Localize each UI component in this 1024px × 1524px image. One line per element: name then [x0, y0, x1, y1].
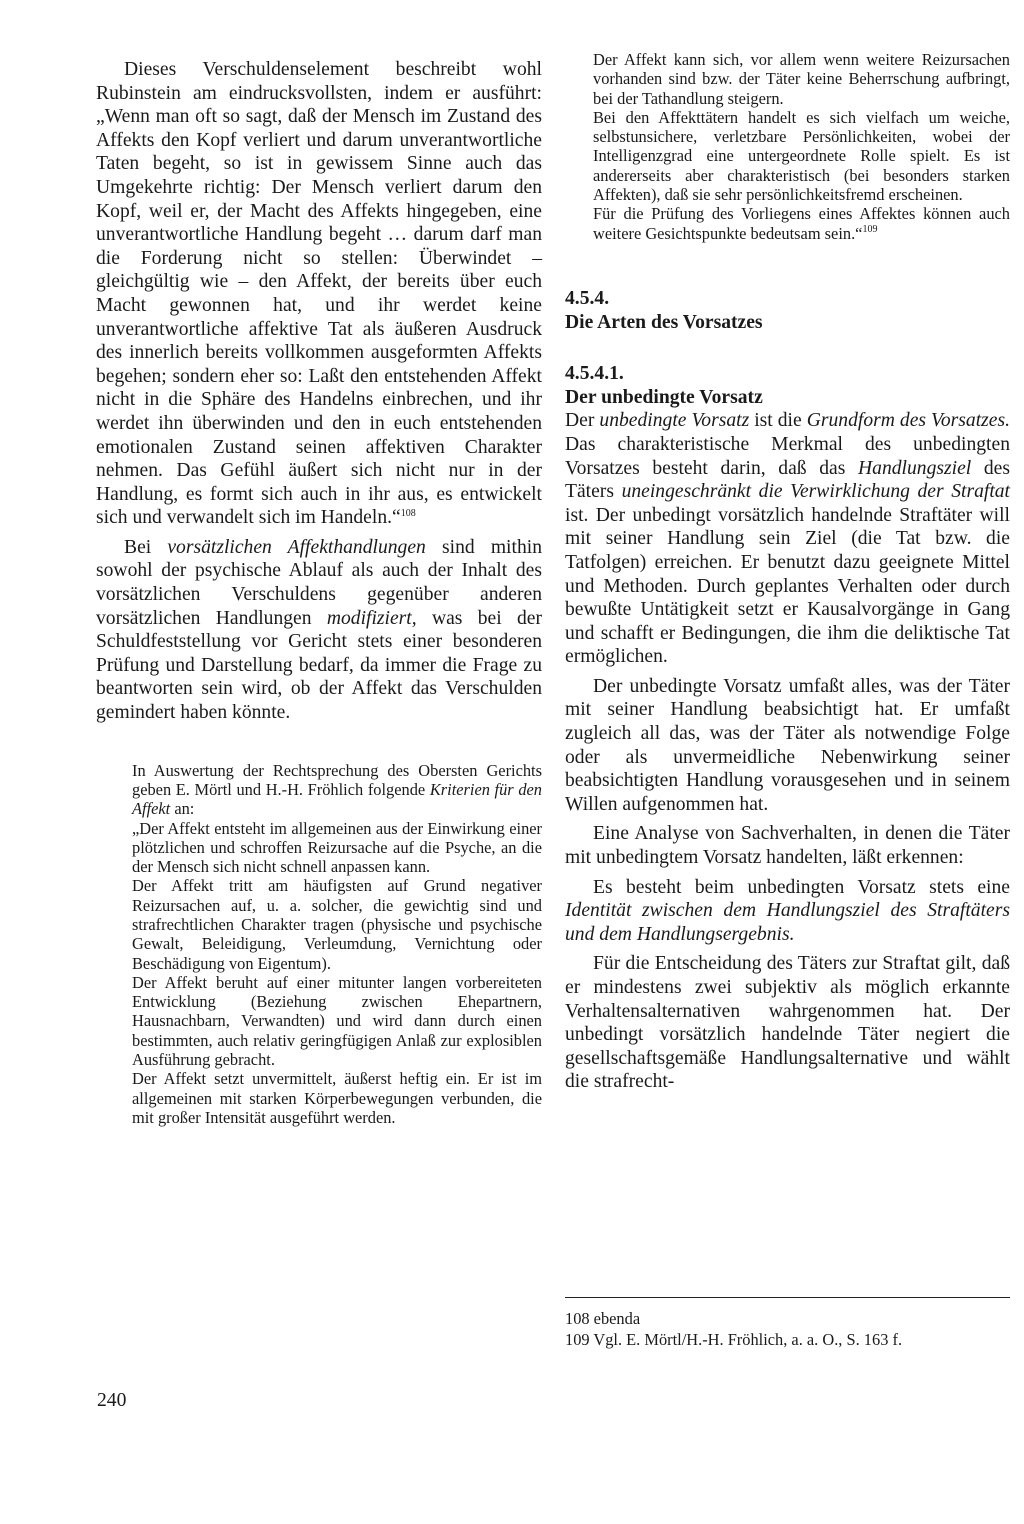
quote-text: Dieses Verschuldenselement beschreibt wohl Rubinstein am eindrucksvollsten, indem er ausführt: „Wenn man oft so sagt, daß der Mensch im Zustand des Affekts den Kopf verliert und darum unverantwortliche Taten begeht, so ist in gewissem Sinne auch das Umgekehrte richtig: Der Mensch verliert darum den Kopf, weil er, der Macht des Affekts hingegeben, eine unverantwortliche Handlung begeht … darum darf man die Forderung nicht so stellen: Überwindet – gleichgültig wie – den Affekt, der bereits über euch Macht gewonnen hat, und ihr werdet keine unverantwortliche affektive Tat als äußeren Ausdruck des innerlich bereits vollkommen ausgeformten Affekts begehen; sondern eher so: Laßt den entstehenden Affekt nicht in die Sphäre des Handelns einbrechen, und ihr werdet ihn überwinden und den in euch entstehenden emotionalen Zustand seinen affektiven Charakter nehmen. Das Gefühl äußert sich nicht nur in der Handlung, es formt sich auch in ihr aus, es entwickelt sich und verwandelt sich im Handeln.“	[96, 59, 542, 529]
criterion-5: Der Affekt kann sich, vor allem wenn weitere Reizursachen vorhanden sind bzw. der Täter keine Beherrschung aufbringt, bei der Tathandlung steigern.	[593, 50, 1010, 108]
text-run: ist. Der unbedingt vorsätzlich handelnde Straftäter will mit seiner Handlung sein Ziel (die Tat bzw. die Tatfolgen) erreichen. Er benutzt dazu geeignete Mittel und Methoden. Durch geplantes Verhalten oder durch bewußte Untätigkeit setzt er Kausalvorgänge in Gang und schafft er Bedingungen, die ihm die deliktische Tat ermöglichen.	[565, 504, 1010, 668]
emphasis-text: modifiziert,	[326, 607, 417, 629]
text-run: ist die	[749, 410, 807, 432]
paragraph-affekthandlungen	[96, 536, 542, 725]
heading-title: Die Arten des Vorsatzes	[565, 311, 763, 333]
emphasis-text: unbedingte Vorsatz	[599, 410, 750, 432]
criterion-6: Bei den Affekttätern handelt es sich vielfach um weiche, selbstunsichere, verletzbare Persönlichkeiten, wobei der Intelligenzgrad eine untergeordnete Rolle spielt. Es ist andererseits aber charakteristisch (bei besonders starken Affekten), daß sie sehr persönlichkeitsfremd erscheinen.	[593, 107, 1010, 205]
text-run: Für die Prüfung des Vorliegens eines Affektes können auch weitere Gesichtspunkte bedeutsam sein.“	[593, 204, 1010, 243]
footnote-108: 108 ebenda	[565, 1309, 641, 1328]
footnotes	[565, 1308, 1010, 1350]
footnote-divider	[565, 1297, 1010, 1298]
heading-number: 4.5.4.1.	[565, 363, 624, 385]
text-run: was bei der Schuldfeststellung vor Gericht stets einer besonderen Prüfung und Darstellung bedarf, da immer die Frage zu beantworten sein wird, ob der Affekt das Verschulden gemindert haben könnte.	[96, 607, 542, 724]
footnote-109: 109 Vgl. E. Mörtl/H.-H. Fröhlich, a. a. O., S. 163 f.	[565, 1330, 903, 1349]
emphasis-text: Identität zwischen dem Handlungsziel des Straftäters und dem Handlungsergebnis.	[565, 900, 1010, 945]
emphasis-text: Grundform des Vorsatzes.	[806, 410, 1010, 432]
text-run: In Auswertung der Rechtsprechung des Obersten Gerichts geben E. Mörtl und H.-H. Fröhlich folgende	[132, 760, 542, 799]
left-column	[96, 58, 542, 1127]
right-column	[565, 50, 1010, 1094]
emphasis-text: Handlungsziel	[858, 457, 972, 479]
footnote-ref-109: 109	[862, 223, 878, 235]
paragraph-entscheidung: Für die Entscheidung des Täters zur Straftat gilt, daß er mindestens zwei subjektiv als möglich erkannte Verhaltensalternativen wahrgenommen hat. Der unbedingt vorsätzlich handelnde Täter negiert die gesellschaftsgemäße Handlungsalternative und wählt die strafrecht-	[565, 953, 1010, 1093]
section-heading-4-5-4-1	[565, 362, 1010, 409]
paragraph-rubinstein-quote	[96, 58, 542, 530]
section-heading-4-5-4	[565, 287, 1010, 334]
footnote-ref-108: 108	[400, 508, 416, 520]
text-run: des Täters	[565, 457, 1010, 503]
heading-title: Der unbedingte Vorsatz	[565, 386, 763, 408]
criterion-4: Der Affekt setzt unvermittelt, äußerst heftig ein. Er ist im allgemeinen mit starken Körperbewegungen verbunden, die mit großer Intensität ausgeführt werden.	[132, 1069, 542, 1127]
page-number: 240	[97, 1390, 127, 1411]
criterion-7	[593, 204, 1010, 243]
heading-number: 4.5.4.	[565, 287, 610, 309]
text-run: Bei	[124, 536, 168, 558]
emphasis-text: uneingeschränkt die Verwirklichung der Straftat	[621, 481, 1011, 503]
paragraph-identitaet	[565, 876, 1010, 947]
emphasis-text: Kriterien für den Affekt	[132, 779, 542, 819]
text-run: sind mithin sowohl der psychische Ablauf als auch der Inhalt des vorsätzlichen Verschuldens gegenüber anderen vorsätzlichen Handlungen	[96, 536, 542, 629]
criterion-1: „Der Affekt entsteht im allgemeinen aus der Einwirkung einer plötzlichen und schroffen Reizursache auf die Psyche, an die der Mensch sich nicht schnell anpassen kann.	[132, 818, 542, 877]
text-run: Es besteht beim unbedingten Vorsatz stets eine	[593, 876, 1010, 898]
paragraph-unbedingter-vorsatz	[565, 409, 1010, 669]
criterion-2: Der Affekt tritt am häufigsten auf Grund negativer Reizursachen auf, u. a. solcher, die gewichtig sind und strafrechtlichen Charakter tragen (physische und psychische Gewalt, Beleidigung, Verleumdung, Vernichtung oder Beschädigung von Eigentum).	[132, 876, 542, 973]
criterion-3: Der Affekt beruht auf einer mitunter langen vorbereiteten Entwicklung (Beziehung zwischen Ehepartnern, Hausnachbarn, Verwandten) und wird dann durch einen bestimmten, auch relativ geringfügigen Anlaß zur explosiblen Ausführung gebracht.	[132, 972, 542, 1070]
paragraph-umfang: Der unbedingte Vorsatz umfaßt alles, was der Täter mit seiner Handlung beabsichtigt hat. Er umfaßt zugleich all das, was der Täter als notwendige Folge oder als unvermeidliche Nebenwirkung seiner beabsichtigten Handlung vorausgesehen und in seinem Willen aufgenommen hat.	[565, 675, 1010, 815]
text-run: Das charakteristische Merkmal des unbedingten Vorsatzes besteht darin, daß das	[565, 433, 1010, 479]
text-run: an:	[170, 799, 195, 819]
text-run: Der	[565, 410, 600, 432]
paragraph-analyse: Eine Analyse von Sachverhalten, in denen die Täter mit unbedingtem Vorsatz handelten, läßt erkennen:	[565, 823, 1010, 869]
criteria-inset-continued	[593, 50, 1010, 243]
criteria-inset	[132, 761, 542, 1128]
emphasis-text: vorsätzlichen Affekthandlungen	[167, 536, 426, 558]
inset-intro	[132, 761, 542, 819]
